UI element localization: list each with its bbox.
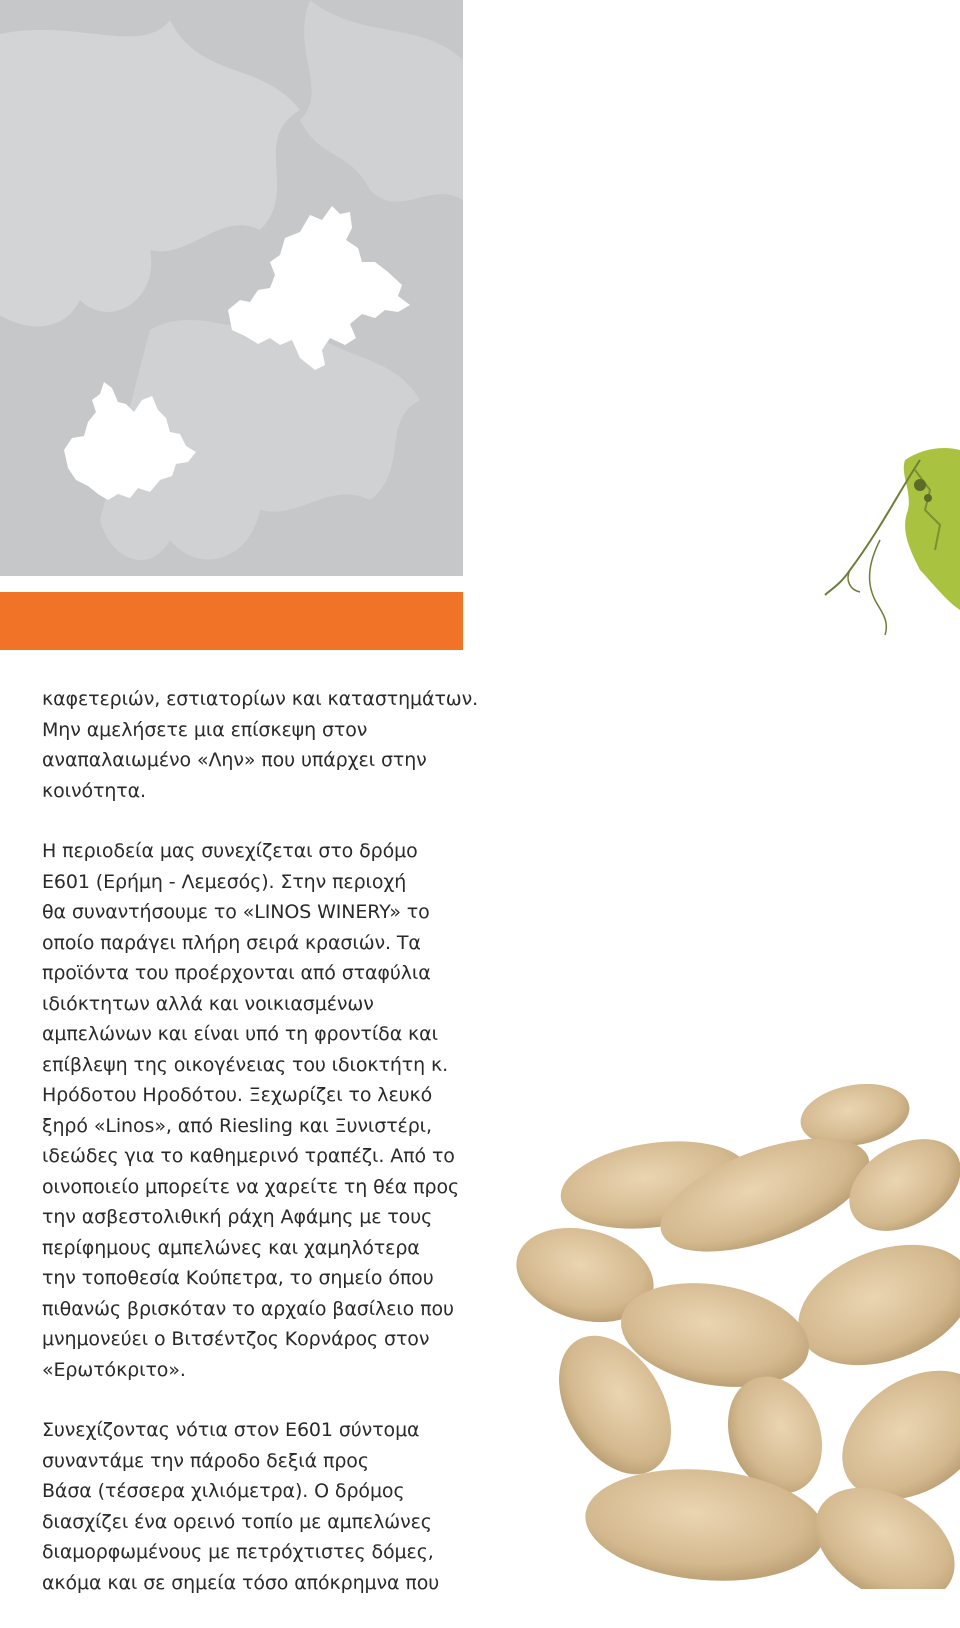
text-line: Ηρόδοτου Ηροδότου. Ξεχωρίζει το λευκό bbox=[42, 1084, 433, 1106]
text-line: Μην αμελήσετε μια επίσκεψη στον bbox=[42, 718, 368, 741]
text-line: ιδιόκτητων αλλά και νοικιασμένων bbox=[42, 992, 374, 1015]
text-line: συναντάμε την πάροδο δεξιά προς bbox=[42, 1449, 369, 1472]
grapevine-leaf-image bbox=[820, 430, 960, 650]
text-line: περίφημους αμπελώνες και χαμηλότερα bbox=[42, 1236, 420, 1259]
grapevine-leaf-icon bbox=[820, 430, 960, 650]
peanuts-image bbox=[505, 1075, 960, 1589]
text-line: οποίο παράγει πλήρη σειρά κρασιών. Τα bbox=[42, 931, 421, 954]
text-line: επίβλεψη της οικογένειας του ιδιοκτήτη κ. bbox=[42, 1053, 449, 1076]
text-line: την τοποθεσία Κούπετρα, το σημείο όπου bbox=[42, 1267, 434, 1289]
text-line: αμπελώνων και είναι υπό τη φροντίδα και bbox=[42, 1023, 438, 1045]
text-line: καφετεριών, εστιατορίων και καταστημάτων. bbox=[42, 688, 479, 710]
peanuts-in-shell-icon bbox=[505, 1075, 960, 1589]
text-line: πιθανώς βρισκόταν το αρχαίο βασίλειο που bbox=[42, 1297, 454, 1320]
text-line: Η περιοδεία μας συνεχίζεται στο δρόμο bbox=[42, 840, 418, 862]
text-line: «Ερωτόκριτο». bbox=[42, 1358, 186, 1381]
paragraph bbox=[42, 836, 462, 1385]
article-body bbox=[42, 684, 479, 1628]
text-line: Ε601 (Ερήμη - Λεμεσός). Στην περιοχή bbox=[42, 870, 407, 893]
grape-leaf-silhouettes-icon bbox=[0, 0, 463, 576]
text-line: διασχίζει ένα ορεινό τοπίο με αμπελώνες bbox=[42, 1510, 432, 1533]
text-line: διαμορφωμένους με πετρόχτιστες δόμες, bbox=[42, 1541, 434, 1563]
paragraph bbox=[42, 1415, 462, 1598]
text-line: προϊόντα του προέρχονται από σταφύλια bbox=[42, 962, 431, 984]
paragraph bbox=[42, 684, 479, 806]
text-line: κοινότητα. bbox=[42, 779, 146, 802]
text-line: την ασβεστολιθική ράχη Αφάμης με τους bbox=[42, 1206, 433, 1228]
text-line: οινοποιείο μπορείτε να χαρείτε τη θέα προς bbox=[42, 1175, 460, 1198]
text-line: θα συναντήσουμε το «LINOS WINERY» το bbox=[42, 901, 430, 923]
text-line: ξηρό «Linos», από Riesling και Ξυνιστέρι, bbox=[42, 1114, 432, 1137]
leaf-illustration-panel bbox=[0, 0, 463, 576]
text-line: αναπαλαιωμένο «Λην» που υπάρχει στην bbox=[42, 749, 427, 771]
text-line: Συνεχίζοντας νότια στον Ε601 σύντομα bbox=[42, 1419, 420, 1441]
text-line: Βάσα (τέσσερα χιλιόμετρα). Ο δρόμος bbox=[42, 1480, 405, 1502]
text-line: μνημονεύει ο Βιτσέντζος Κορνάρος στον bbox=[42, 1328, 430, 1350]
text-line: ακόμα και σε σημεία τόσο απόκρημνα που bbox=[42, 1571, 440, 1594]
orange-accent-band bbox=[0, 592, 463, 650]
text-line: ιδεώδες για το καθημερινό τραπέζι. Από το bbox=[42, 1145, 455, 1167]
